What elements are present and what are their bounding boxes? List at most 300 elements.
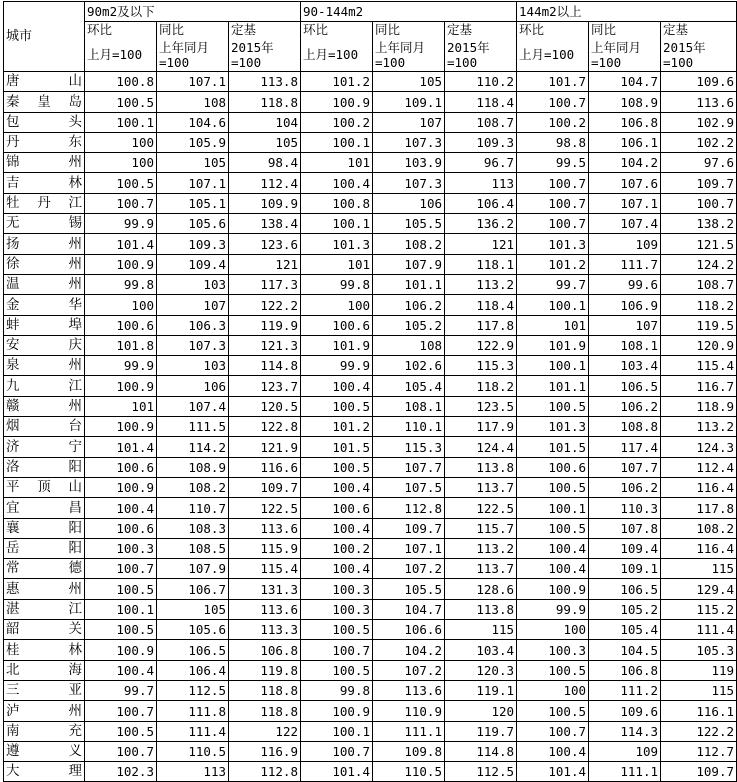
table-row (4, 153, 737, 173)
city-cell: 南充 (4, 721, 85, 741)
sub-header-label: 同比 (373, 22, 445, 39)
value-cell: 100.1 (301, 214, 373, 234)
value-cell: 107 (589, 315, 661, 335)
sub-header-base: 2015年=100 (229, 38, 301, 72)
value-cell: 99.5 (517, 153, 589, 173)
value-cell: 101.3 (517, 417, 589, 437)
sub-header-base: 2015年=100 (661, 38, 737, 72)
value-cell: 109.7 (229, 477, 301, 497)
value-cell: 118.4 (445, 295, 517, 315)
value-cell: 100.7 (517, 721, 589, 741)
table-row (4, 173, 737, 193)
value-cell: 100.1 (517, 295, 589, 315)
table-row (4, 356, 737, 376)
value-cell: 118.8 (229, 701, 301, 721)
table-row (4, 234, 737, 254)
value-cell: 109.4 (157, 254, 229, 274)
value-cell: 107.2 (373, 660, 445, 680)
value-cell: 105 (373, 72, 445, 92)
value-cell: 99.9 (85, 214, 157, 234)
value-cell: 106.9 (589, 295, 661, 315)
value-cell: 107.1 (157, 173, 229, 193)
value-cell: 100.5 (517, 396, 589, 416)
value-cell: 108.7 (661, 274, 737, 294)
price-index-table (3, 1, 737, 782)
value-cell: 99.8 (301, 680, 373, 700)
value-cell: 101 (301, 153, 373, 173)
city-cell: 湛江 (4, 599, 85, 619)
value-cell: 106.6 (373, 620, 445, 640)
header-row-sub-top (4, 22, 737, 39)
header-row-sub-bottom (4, 38, 737, 72)
value-cell: 138.2 (661, 214, 737, 234)
value-cell: 108.2 (661, 518, 737, 538)
value-cell: 105.5 (373, 579, 445, 599)
value-cell: 101.5 (517, 437, 589, 457)
value-cell: 101.4 (517, 762, 589, 782)
table-row (4, 579, 737, 599)
value-cell: 105.9 (157, 132, 229, 152)
value-cell: 103.4 (445, 640, 517, 660)
value-cell: 100.4 (85, 498, 157, 518)
city-cell: 吉林 (4, 173, 85, 193)
value-cell: 100.7 (661, 193, 737, 213)
table-row (4, 315, 737, 335)
sub-header-label: 环比 (85, 22, 157, 39)
table-row (4, 620, 737, 640)
city-cell: 丹东 (4, 132, 85, 152)
value-cell: 113.8 (229, 72, 301, 92)
value-cell: 131.3 (229, 579, 301, 599)
value-cell: 100.8 (85, 72, 157, 92)
city-cell: 济宁 (4, 437, 85, 457)
value-cell: 96.7 (445, 153, 517, 173)
value-cell: 121.3 (229, 335, 301, 355)
value-cell: 103.4 (589, 356, 661, 376)
value-cell: 109.6 (589, 701, 661, 721)
value-cell: 101.4 (85, 437, 157, 457)
value-cell: 100.7 (85, 701, 157, 721)
value-cell: 105.2 (589, 599, 661, 619)
value-cell: 109.7 (373, 518, 445, 538)
value-cell: 115 (661, 680, 737, 700)
value-cell: 99.8 (85, 274, 157, 294)
value-cell: 106.8 (589, 112, 661, 132)
value-cell: 100.4 (301, 518, 373, 538)
value-cell: 108 (373, 335, 445, 355)
value-cell: 105.2 (373, 315, 445, 335)
table-row (4, 112, 737, 132)
city-cell: 遵义 (4, 741, 85, 761)
table-body (4, 72, 737, 782)
value-cell: 101 (301, 254, 373, 274)
value-cell: 98.8 (517, 132, 589, 152)
value-cell: 108.3 (157, 518, 229, 538)
value-cell: 107.6 (589, 173, 661, 193)
value-cell: 100.3 (517, 640, 589, 660)
value-cell: 115 (445, 620, 517, 640)
value-cell: 113.6 (661, 92, 737, 112)
value-cell: 100.2 (517, 112, 589, 132)
value-cell: 105 (157, 153, 229, 173)
value-cell: 100.4 (301, 477, 373, 497)
value-cell: 124.2 (661, 254, 737, 274)
value-cell: 104.7 (589, 72, 661, 92)
city-cell: 安庆 (4, 335, 85, 355)
value-cell: 107.3 (373, 132, 445, 152)
value-cell: 107.1 (373, 538, 445, 558)
value-cell: 117.8 (445, 315, 517, 335)
value-cell: 106.5 (157, 640, 229, 660)
header-row-groups (4, 2, 737, 22)
value-cell: 107.7 (589, 457, 661, 477)
value-cell: 101.2 (301, 417, 373, 437)
city-cell: 蚌埠 (4, 315, 85, 335)
value-cell: 108.7 (445, 112, 517, 132)
group-header-medium: 90-144m2 (301, 2, 517, 22)
value-cell: 113.6 (229, 599, 301, 619)
table-row (4, 518, 737, 538)
value-cell: 107.5 (373, 477, 445, 497)
city-cell: 北海 (4, 660, 85, 680)
value-cell: 100 (517, 680, 589, 700)
value-cell: 106.7 (157, 579, 229, 599)
table-row (4, 599, 737, 619)
sub-header-label: 环比 (517, 22, 589, 39)
table-row (4, 417, 737, 437)
value-cell: 118.2 (445, 376, 517, 396)
value-cell: 100.9 (301, 92, 373, 112)
value-cell: 118.8 (229, 680, 301, 700)
city-cell: 九江 (4, 376, 85, 396)
value-cell: 116.9 (229, 741, 301, 761)
value-cell: 112.4 (661, 457, 737, 477)
value-cell: 100.4 (517, 559, 589, 579)
value-cell: 112.5 (157, 680, 229, 700)
value-cell: 102.3 (85, 762, 157, 782)
value-cell: 122.8 (229, 417, 301, 437)
value-cell: 107.8 (589, 518, 661, 538)
table-row (4, 72, 737, 92)
value-cell: 109.1 (589, 559, 661, 579)
table-row (4, 274, 737, 294)
table-row (4, 396, 737, 416)
value-cell: 100.5 (85, 620, 157, 640)
table-row (4, 680, 737, 700)
value-cell: 115.2 (661, 599, 737, 619)
value-cell: 107.3 (373, 173, 445, 193)
value-cell: 111.1 (589, 762, 661, 782)
value-cell: 117.8 (661, 498, 737, 518)
table-row (4, 660, 737, 680)
value-cell: 114.2 (157, 437, 229, 457)
value-cell: 122 (229, 721, 301, 741)
value-cell: 119.9 (229, 315, 301, 335)
table-row (4, 538, 737, 558)
value-cell: 99.7 (517, 274, 589, 294)
value-cell: 115.4 (661, 356, 737, 376)
value-cell: 100.9 (301, 701, 373, 721)
value-cell: 99.9 (301, 356, 373, 376)
value-cell: 105.5 (373, 214, 445, 234)
value-cell: 116.4 (661, 538, 737, 558)
value-cell: 100.4 (301, 173, 373, 193)
value-cell: 119.1 (445, 680, 517, 700)
city-cell: 赣州 (4, 396, 85, 416)
table-header (4, 2, 737, 72)
table-row (4, 193, 737, 213)
table-row (4, 559, 737, 579)
value-cell: 100.7 (301, 640, 373, 660)
value-cell: 119 (661, 660, 737, 680)
value-cell: 105.4 (373, 376, 445, 396)
value-cell: 110.3 (589, 498, 661, 518)
value-cell: 111.5 (157, 417, 229, 437)
value-cell: 101.2 (301, 72, 373, 92)
value-cell: 107.4 (589, 214, 661, 234)
sub-header-label: 定基 (661, 22, 737, 39)
table-row (4, 92, 737, 112)
value-cell: 113.2 (445, 538, 517, 558)
city-cell: 平顶山 (4, 477, 85, 497)
value-cell: 108.5 (157, 538, 229, 558)
value-cell: 108.9 (589, 92, 661, 112)
value-cell: 106.5 (589, 579, 661, 599)
value-cell: 108.2 (373, 234, 445, 254)
value-cell: 107.9 (373, 254, 445, 274)
value-cell: 123.6 (229, 234, 301, 254)
value-cell: 100.7 (517, 173, 589, 193)
value-cell: 115.3 (445, 356, 517, 376)
value-cell: 122.5 (445, 498, 517, 518)
value-cell: 108.8 (589, 417, 661, 437)
value-cell: 102.2 (661, 132, 737, 152)
value-cell: 100.5 (517, 477, 589, 497)
value-cell: 106.2 (589, 396, 661, 416)
value-cell: 112.5 (445, 762, 517, 782)
value-cell: 122.5 (229, 498, 301, 518)
value-cell: 113.6 (229, 518, 301, 538)
value-cell: 100.9 (85, 376, 157, 396)
sub-header-label: 同比 (589, 22, 661, 39)
value-cell: 100.6 (301, 498, 373, 518)
value-cell: 128.6 (445, 579, 517, 599)
city-cell: 大理 (4, 762, 85, 782)
value-cell: 108.1 (589, 335, 661, 355)
value-cell: 105.6 (157, 620, 229, 640)
city-cell: 包头 (4, 112, 85, 132)
value-cell: 104.2 (373, 640, 445, 660)
value-cell: 110.5 (157, 741, 229, 761)
value-cell: 113.8 (445, 457, 517, 477)
value-cell: 100.4 (517, 538, 589, 558)
value-cell: 117.3 (229, 274, 301, 294)
value-cell: 100.9 (85, 477, 157, 497)
value-cell: 104.6 (157, 112, 229, 132)
value-cell: 106.4 (445, 193, 517, 213)
value-cell: 101.1 (517, 376, 589, 396)
value-cell: 100.7 (301, 741, 373, 761)
value-cell: 100.5 (85, 173, 157, 193)
value-cell: 110.9 (373, 701, 445, 721)
city-cell: 唐山 (4, 72, 85, 92)
value-cell: 101.7 (517, 72, 589, 92)
value-cell: 100.9 (517, 579, 589, 599)
value-cell: 100.9 (85, 254, 157, 274)
city-cell: 金华 (4, 295, 85, 315)
table-row (4, 376, 737, 396)
value-cell: 101.3 (301, 234, 373, 254)
value-cell: 110.2 (445, 72, 517, 92)
city-cell: 牡丹江 (4, 193, 85, 213)
value-cell: 101 (517, 315, 589, 335)
value-cell: 105.4 (589, 620, 661, 640)
value-cell: 105 (229, 132, 301, 152)
value-cell: 100.7 (517, 92, 589, 112)
value-cell: 107 (157, 295, 229, 315)
value-cell: 105.6 (157, 214, 229, 234)
value-cell: 109.1 (373, 92, 445, 112)
value-cell: 99.9 (85, 356, 157, 376)
value-cell: 100.8 (301, 193, 373, 213)
value-cell: 101.3 (517, 234, 589, 254)
city-cell: 锦州 (4, 153, 85, 173)
value-cell: 105.3 (661, 640, 737, 660)
value-cell: 100 (517, 620, 589, 640)
value-cell: 99.7 (85, 680, 157, 700)
value-cell: 100.4 (517, 741, 589, 761)
value-cell: 106.8 (589, 660, 661, 680)
value-cell: 123.5 (445, 396, 517, 416)
value-cell: 104.5 (589, 640, 661, 660)
value-cell: 106.1 (589, 132, 661, 152)
value-cell: 119.5 (661, 315, 737, 335)
value-cell: 111.7 (589, 254, 661, 274)
city-cell: 常德 (4, 559, 85, 579)
table-row (4, 132, 737, 152)
value-cell: 123.7 (229, 376, 301, 396)
value-cell: 120.9 (661, 335, 737, 355)
value-cell: 99.6 (589, 274, 661, 294)
value-cell: 110.5 (373, 762, 445, 782)
value-cell: 118.8 (229, 92, 301, 112)
table-row (4, 640, 737, 660)
value-cell: 97.6 (661, 153, 737, 173)
value-cell: 100.5 (85, 92, 157, 112)
value-cell: 112.8 (373, 498, 445, 518)
value-cell: 122.9 (445, 335, 517, 355)
value-cell: 109.7 (661, 762, 737, 782)
value-cell: 100.6 (85, 315, 157, 335)
value-cell: 116.4 (661, 477, 737, 497)
value-cell: 113 (445, 173, 517, 193)
sub-header-base: 上月=100 (517, 38, 589, 72)
value-cell: 111.4 (157, 721, 229, 741)
value-cell: 114.3 (589, 721, 661, 741)
value-cell: 110.1 (373, 417, 445, 437)
value-cell: 101 (85, 396, 157, 416)
value-cell: 113.2 (661, 417, 737, 437)
value-cell: 109.8 (373, 741, 445, 761)
table-row (4, 701, 737, 721)
value-cell: 116.6 (229, 457, 301, 477)
value-cell: 106.3 (157, 315, 229, 335)
value-cell: 107.1 (589, 193, 661, 213)
value-cell: 101.5 (301, 437, 373, 457)
value-cell: 121 (445, 234, 517, 254)
sub-header-label: 定基 (445, 22, 517, 39)
city-cell: 泉州 (4, 356, 85, 376)
value-cell: 99.8 (301, 274, 373, 294)
value-cell: 121 (229, 254, 301, 274)
value-cell: 103.9 (373, 153, 445, 173)
value-cell: 113.2 (445, 274, 517, 294)
value-cell: 115 (661, 559, 737, 579)
group-header-large: 144m2以上 (517, 2, 737, 22)
value-cell: 112.8 (229, 762, 301, 782)
value-cell: 119.8 (229, 660, 301, 680)
table-row (4, 477, 737, 497)
value-cell: 113.3 (229, 620, 301, 640)
value-cell: 100.9 (85, 640, 157, 660)
value-cell: 100 (301, 295, 373, 315)
value-cell: 109 (589, 741, 661, 761)
value-cell: 112.7 (661, 741, 737, 761)
value-cell: 100.7 (85, 559, 157, 579)
sub-header-label: 定基 (229, 22, 301, 39)
value-cell: 109.3 (157, 234, 229, 254)
sub-header-base: 上月=100 (85, 38, 157, 72)
value-cell: 107.9 (157, 559, 229, 579)
value-cell: 99.9 (517, 599, 589, 619)
value-cell: 101.4 (301, 762, 373, 782)
value-cell: 124.4 (445, 437, 517, 457)
value-cell: 100.2 (301, 538, 373, 558)
value-cell: 117.9 (445, 417, 517, 437)
value-cell: 109 (589, 234, 661, 254)
value-cell: 100.1 (517, 498, 589, 518)
sub-header-base: 2015年=100 (445, 38, 517, 72)
value-cell: 108.1 (373, 396, 445, 416)
value-cell: 100.6 (517, 457, 589, 477)
value-cell: 100.3 (301, 599, 373, 619)
city-column-header: 城市 (4, 2, 85, 72)
value-cell: 100.4 (85, 660, 157, 680)
value-cell: 100.6 (85, 457, 157, 477)
value-cell: 121.9 (229, 437, 301, 457)
city-cell: 襄阳 (4, 518, 85, 538)
value-cell: 106.2 (589, 477, 661, 497)
value-cell: 129.4 (661, 579, 737, 599)
value-cell: 98.4 (229, 153, 301, 173)
value-cell: 119.7 (445, 721, 517, 741)
table-row (4, 457, 737, 477)
value-cell: 122.2 (229, 295, 301, 315)
value-cell: 138.4 (229, 214, 301, 234)
value-cell: 112.4 (229, 173, 301, 193)
city-cell: 烟台 (4, 417, 85, 437)
value-cell: 104.2 (589, 153, 661, 173)
value-cell: 118.1 (445, 254, 517, 274)
value-cell: 100.3 (301, 579, 373, 599)
value-cell: 100.7 (517, 214, 589, 234)
value-cell: 107.4 (157, 396, 229, 416)
value-cell: 109.9 (229, 193, 301, 213)
city-cell: 泸州 (4, 701, 85, 721)
value-cell: 124.3 (661, 437, 737, 457)
value-cell: 107.7 (373, 457, 445, 477)
value-cell: 100.5 (517, 518, 589, 538)
